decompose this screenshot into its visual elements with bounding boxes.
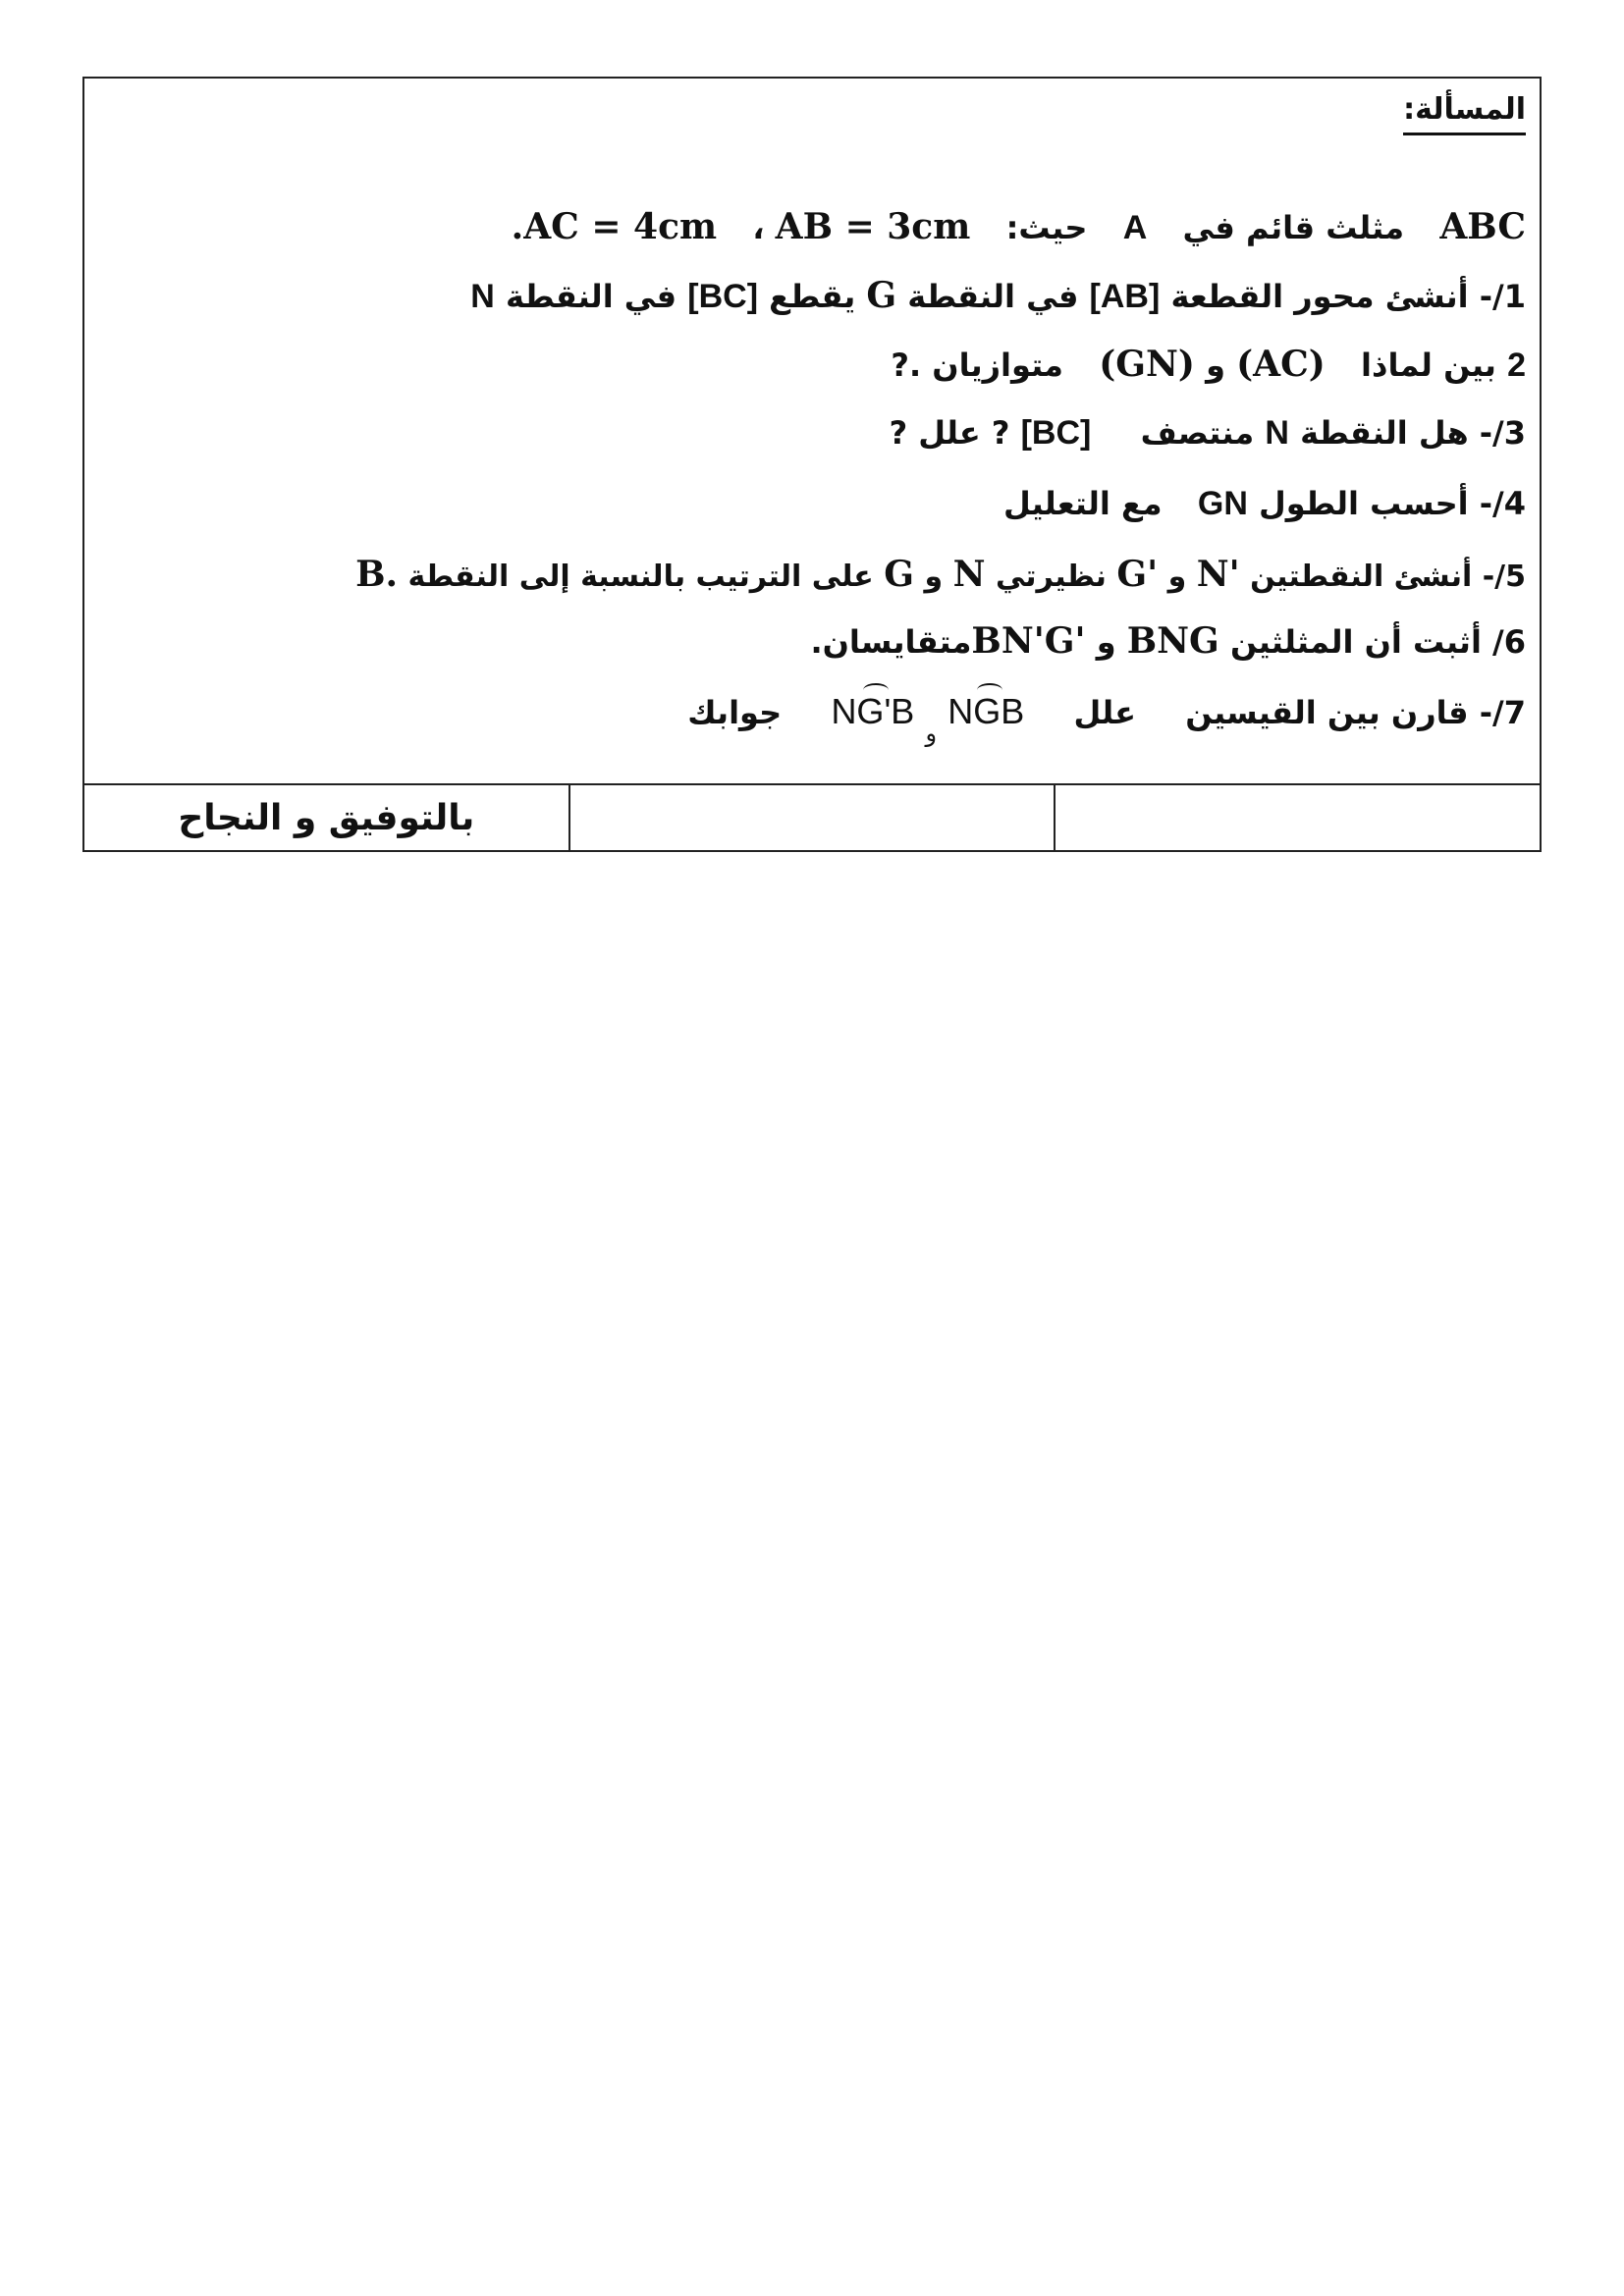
q2-text-2: متوازيان .? [891,347,1063,384]
q4-length-gn: GN [1197,485,1248,522]
q1-point-g: G [866,275,897,316]
q1-text-1: أنشئ محور القطعة [1170,278,1469,315]
q5-point-b: B. [355,554,399,595]
q3-segment-bc: [BC] [1020,414,1092,452]
q2-line-gn: (GN) [1099,344,1195,385]
footer-cell-empty-middle [570,785,1056,850]
q1-segment-bc: [BC] [687,278,759,315]
triangle-name: ABC [1439,206,1526,247]
footer-cell-empty-right [1056,785,1540,850]
q5-and: و [1167,560,1187,594]
q4-text-1: أحسب الطول [1259,485,1469,522]
q5-text-1: أنشئ النقطتين [1250,560,1473,594]
statement-text-2: حيث: [1005,209,1088,246]
question-7 [687,691,1526,747]
footer-cell-greeting [84,785,570,850]
problem-statement [512,206,1526,247]
q7-angle-ngpb: NG'B [831,691,915,731]
q6-and: و [1096,623,1116,661]
q7-text-3: جوابك [687,694,783,731]
length-ab: AB = 3cm [775,206,971,247]
q1-text-4: في النقطة [506,278,677,315]
statement-text-1: مثلث قائم في [1182,209,1405,246]
q3-text-2: منتصف [1140,414,1255,452]
q7-and: و [925,720,938,747]
question-4 [1003,485,1526,523]
q7-text-2: علل [1073,694,1136,731]
q5-point-n: N [952,554,986,595]
statement-period: . [511,206,524,247]
footer-greeting: بالتوفيق و النجاح [178,797,475,838]
q6-triangle-bnpgp: BN'G' [971,620,1086,662]
q6-text-1: أثبت أن المثلثين [1229,623,1482,661]
q7-text-1: قارن بين القيسين [1185,694,1469,731]
q2-line-ac: (AC) [1236,344,1326,385]
question-6 [810,620,1526,662]
q7-angle-ngb: NGB [947,691,1025,731]
q6-triangle-bng: BNG [1126,620,1219,662]
q6-number: 6/ [1492,623,1526,661]
q5-point-g-prime: G' [1116,554,1159,595]
q7-number: 7/- [1479,694,1526,731]
q4-number: 4/- [1479,485,1526,522]
q1-segment-ab: [AB] [1089,278,1161,315]
q1-text-3: يقطع [769,278,856,315]
q5-text-2: نظيرتي [995,560,1107,594]
q5-point-n-prime: N' [1196,554,1240,595]
q6-text-2: متقايسان. [810,623,972,661]
question-5 [355,554,1526,595]
q2-text-1: بين لماذا [1361,347,1496,384]
exercise-frame [82,77,1542,852]
q3-text-1: هل النقطة [1300,414,1469,452]
q1-point-n: N [470,278,495,315]
q4-text-2: مع التعليل [1003,485,1163,522]
length-ac: AC = 4cm [523,206,718,247]
q1-text-2: في النقطة [907,278,1079,315]
q3-number: 3/- [1479,414,1526,452]
question-3 [890,414,1526,453]
q5-point-g: G [884,554,915,595]
right-angle-vertex: A [1122,209,1148,246]
question-1 [470,275,1526,316]
q1-number: 1/- [1479,278,1526,315]
q2-number: 2 [1507,347,1526,384]
question-2 [891,344,1526,385]
q2-and: و [1206,347,1225,384]
statement-comma: ، [752,209,765,246]
q5-and-2: و [924,560,944,594]
problem-title: المسألة: [1403,92,1526,135]
footer-table [84,783,1540,850]
q3-text-3: ? علل ? [889,414,1010,452]
q5-text-3: على الترتيب بالنسبة إلى النقطة [407,560,874,594]
q5-number: 5/- [1482,560,1526,594]
q3-point-n: N [1265,414,1289,452]
